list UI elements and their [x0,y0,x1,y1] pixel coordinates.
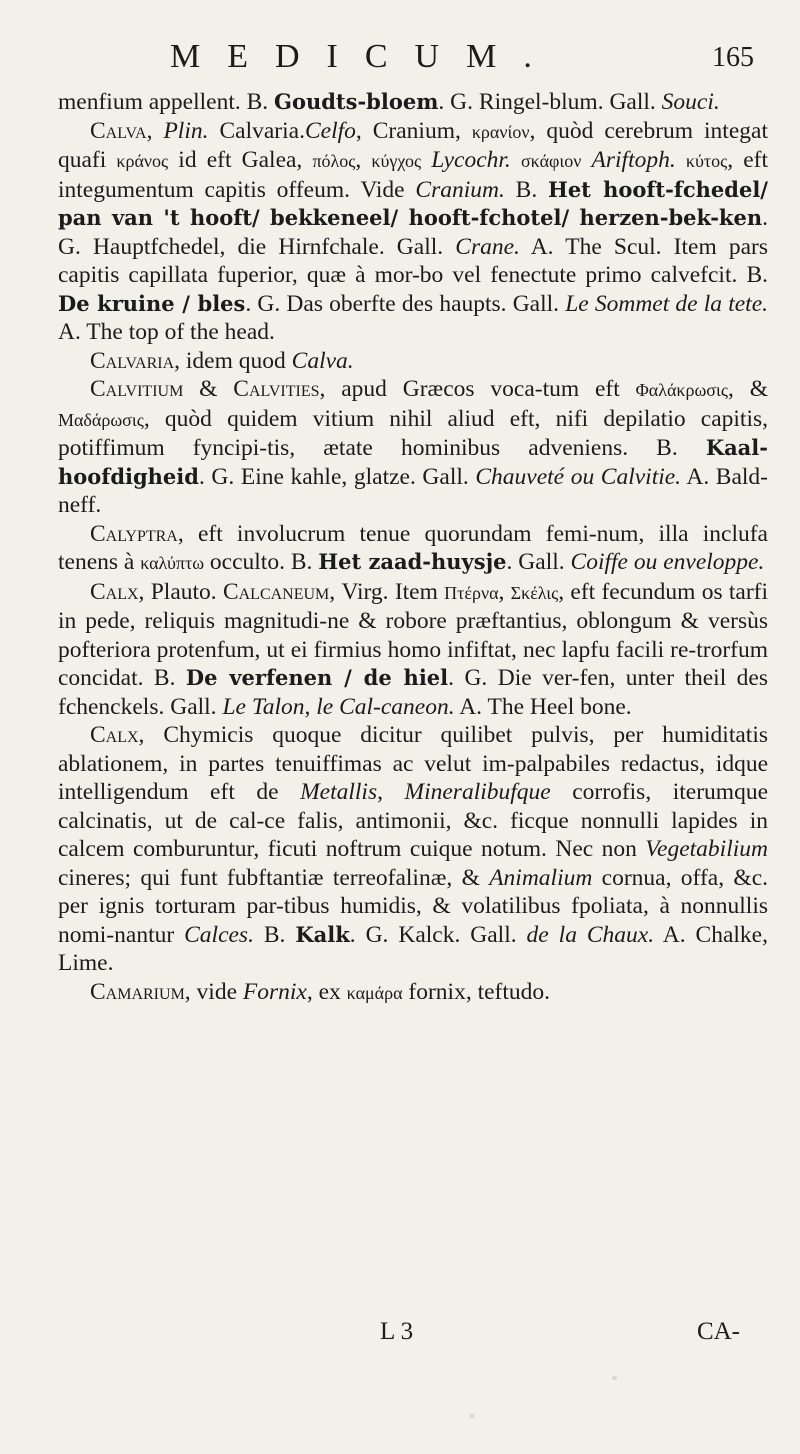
italic-text: Fornix [242,978,307,1005]
running-title: MEDICUM. [170,38,559,75]
greek-text: καμάρα [346,982,403,1003]
text-run: corrofis, iterumque calcinatis, ut de cal-ce falis, antimonii, &c. ficque nonnulli lapides in calcem comburuntur, ficuti noftrum cuique notum. Nec non [58,779,768,862]
italic-text: Celfo [304,117,356,144]
greek-text: κύγχος [371,151,422,171]
text-run: & [199,376,234,402]
entry-paragraph [58,520,768,578]
ink-speck [612,1376,617,1380]
text-run: . G. Ringel-blum. Gall. [438,89,662,115]
italic-text: Metallis [300,779,378,805]
blackletter-text: Het hooft-fchedel/ pan van 't hooft/ bekkeneel/ hooft-fchotel/ herzen-bek-ken [58,176,768,230]
italic-text: Le Sommet de la tete. [565,290,769,317]
greek-text: Σκέλις [510,582,559,603]
greek-text: Πτέρνα [444,582,499,603]
text-run: . G. Das oberfte des haupts. Gall. [245,290,566,317]
text-run [511,147,521,173]
greek-text: κράνος [116,151,169,171]
greek-text: καλύπτω [140,553,205,573]
greek-text: κρανίον [471,121,530,142]
text-run [676,147,686,173]
text-run: cineres; qui funt fubftantiæ terreofalinæ, & [58,864,490,891]
headword: Calyptra, [90,520,198,547]
italic-text: Calces. [184,921,254,948]
text-run [421,147,431,173]
text-run: , eft integumentum capitis offeum. Vide [58,147,769,203]
page-number: 165 [712,42,754,73]
entry-paragraph [58,375,768,520]
headword: Camarium, [90,978,197,1005]
ink-speck [470,1414,474,1418]
text-run: Calvaria. [208,117,305,144]
blackletter-text: De kruine / bles [58,290,246,316]
signature-mark: L 3 [380,1318,414,1345]
text-run: B. [504,176,548,203]
text-run: , quòd cerebrum integat quafi [58,117,768,173]
page-footer [0,1318,800,1358]
text-run: apud Græcos voca-tum eft [341,376,636,402]
text-run: , [377,779,405,805]
italic-text: Crane. [455,233,520,260]
text-run: , quòd quidem vitium nihil aliud eft, nifi depilatio capitis, potiffimum fyncipi-tis, ætate hominibus adveniens. B. [58,405,768,461]
entry-paragraph [58,117,768,347]
text-run: eft involucrum tenue quorundam femi-num, illa inclufa tenens à [58,520,768,575]
text-run: A. Bald-neff. [58,463,768,518]
italic-text: Lycochr. [431,147,511,173]
headword: Calvitium [90,376,200,402]
text-run: . G. Hauptfchedel, die Hirnfchale. Gall. [58,205,768,260]
italic-text: Calva. [291,347,354,374]
italic-text: Vegetabilium [645,836,768,862]
headword: Calvities, [233,376,342,402]
text-run: . G. Die ver-fen, unter theil des fchenckels. Gall. [58,665,768,720]
text-run [581,147,591,173]
text-run: A. The top of the head. [58,319,275,345]
text-run: , [498,578,511,605]
text-run: Plauto. [150,578,223,605]
headword: Calva, [90,117,164,144]
text-run: A. The Heel bone. [454,693,632,720]
italic-text: Cranium. [415,176,505,203]
running-head [0,38,800,82]
italic-text: Mineralibufque [404,779,551,805]
headword: Calvaria, [90,347,186,374]
blackletter-text: Kaal-hoofdigheid [58,435,768,489]
text-run: Chymicis quoque dicitur quilibet pulvis, per humiditatis ablationem, in partes tenuiffimas ac velut im-palpabiles redactus, idque intelligendum eft de [58,722,769,805]
text-run: A. The Scul. Item pars capitis capillata fuperior, quæ à mor-bo vel fenectute primo calvefcit. B. [58,233,768,288]
catchword: CA- [696,1318,740,1345]
entry-paragraph [58,721,768,978]
italic-text: Plin. [163,117,209,144]
text-run: menfium appellent. B. [58,89,275,115]
body-text [58,88,768,1007]
greek-text: Φαλάκρωσις [635,380,728,400]
italic-text: de la Chaux. [526,921,655,948]
entry-paragraph [58,978,768,1008]
text-run: . G. Eine kahle, glatze. Gall. [198,463,476,490]
headword: Calx, [90,722,164,748]
greek-text: σκάφιον [520,151,582,171]
greek-text: Μαδάρωσις [58,409,144,430]
text-run: , [355,147,372,173]
blackletter-text: De verfenen / de hiel [185,665,449,690]
text-run: occulto. B. [204,549,319,575]
italic-text: Le Talon, le Cal-caneon. [222,693,455,720]
italic-text: Animalium [489,864,593,891]
headword: Calx, [90,578,151,605]
text-run: , ex [306,978,347,1005]
greek-text: πόλος [312,151,356,171]
text-run: . G. Kalck. Gall. [349,921,527,948]
greek-text: κύτος [685,151,728,171]
text-run: , eft fecundum os tarfi in pede, reliquis magnitudi-ne & robore præftantius, oblongum & versùs pofteriora protenfum, ut ei firmius homo infiftat, nec lapfu facili re-trorfum concidat. B. [58,578,769,691]
blackletter-text: Goudts-bloem [274,89,439,114]
text-run: Virg. Item [341,578,445,605]
text-run: B. [253,921,296,948]
text-run: id eft Galea, [168,147,313,173]
text-run: idem quod [185,347,292,374]
entry-paragraph [58,347,768,376]
text-run: cornua, offa, &c. per ignis torturam par-tibus humidis, & volatilibus fpoliata, à nonnullis nomi-nantur [58,864,769,948]
headword: Calcaneum, [222,578,342,605]
text-run: , & [727,376,768,402]
text-run: . Gall. [506,549,571,575]
italic-text: Souci. [661,89,720,115]
italic-text: Ariftoph. [591,147,676,173]
text-run: vide [196,978,243,1005]
entry-paragraph [58,88,768,117]
italic-text: Coiffe ou enveloppe. [570,549,765,575]
text-run: , Cranium, [355,117,472,144]
italic-text: Chauveté ou Calvitie. [475,463,682,490]
text-run: A. Chalke, Lime. [58,921,768,976]
entry-paragraph [58,578,768,722]
blackletter-text: Kalk [295,921,350,947]
blackletter-text: Het zaad-huysje [318,549,507,574]
text-run: fornix, teftudo. [402,978,551,1005]
